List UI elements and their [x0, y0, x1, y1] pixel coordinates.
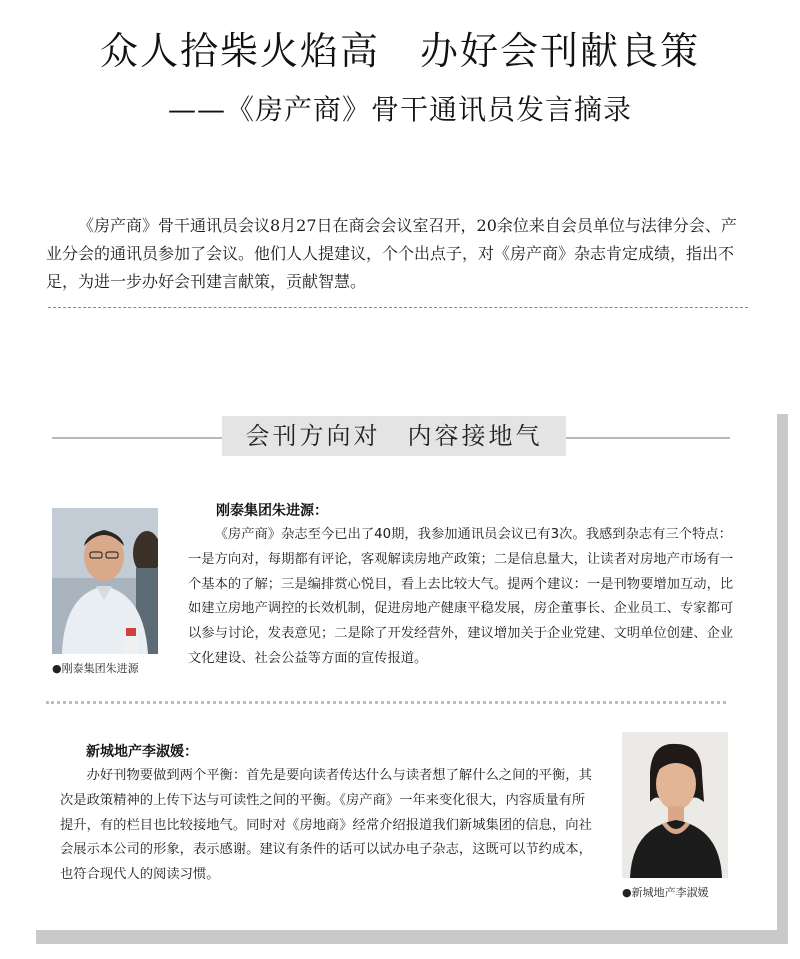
speaker-2-caption: ●新城地产李淑媛 — [622, 886, 709, 899]
intro-divider — [48, 307, 748, 308]
page-title: 众人拾柴火焰高 办好会刊献良策 — [99, 29, 700, 73]
speaker-2-name: 新城地产李淑媛： — [86, 744, 198, 760]
speaker-2-text: 办好刊物要做到两个平衡：首先是要向读者传达什么与读者想了解什么之间的平衡，其次是政策精神的上传下达与可读性之间的平衡。《房产商》一年来变化很大，内容质量有所提升，有的栏目也比较接地气。同时对《房地商》经常介绍报道我们新城集团的信息，向社会展示本公司的形象，表示感谢。建议有条件的话可以试办电子杂志，这既可以节约成本，也符合现代人的阅读习惯。 — [60, 768, 592, 883]
speaker-1-photo — [52, 508, 158, 654]
speaker-2-photo — [622, 732, 728, 878]
section-rule-left — [52, 437, 222, 439]
intro-paragraph: 《房产商》骨干通讯员会议8月27日在商会会议室召开，20余位来自会员单位与法律分会、产业分会的通讯员参加了会议。他们人人提建议，个个出点子，对《房产商》杂志肯定成绩，指出不足，为进一步办好会刊建言献策，贡献智慧。 — [46, 216, 737, 291]
page-subtitle: ——《房产商》骨干通讯员发言摘录 — [167, 93, 632, 126]
speaker-divider — [46, 701, 726, 704]
speaker-1-caption: ●刚泰集团朱进源 — [52, 662, 139, 675]
speaker-1-text: 《房产商》杂志至今已出了40期，我参加通讯员会议已有3次。我感到杂志有三个特点：一是方向对，每期都有评论，客观解读房地产政策；二是信息量大，让读者对房地产市场有一个基本的了解；三是编排赏心悦目，看上去比较大气。提两个建议：一是刊物要增加互动，比如建立房地产调控的长效机制，促进房地产健康平稳发展，房企董事长、企业员工、专家都可以参与讨论，发表意见；二是除了开发经营外，建议增加关于企业党建、文明单位创建、企业文化建设、社会公益等方面的宣传报道。 — [188, 527, 734, 666]
section-heading: 会刊方向对 内容接地气 — [222, 416, 566, 456]
section-rule-right — [566, 437, 730, 439]
speaker-1-name: 刚泰集团朱进源： — [216, 503, 328, 519]
